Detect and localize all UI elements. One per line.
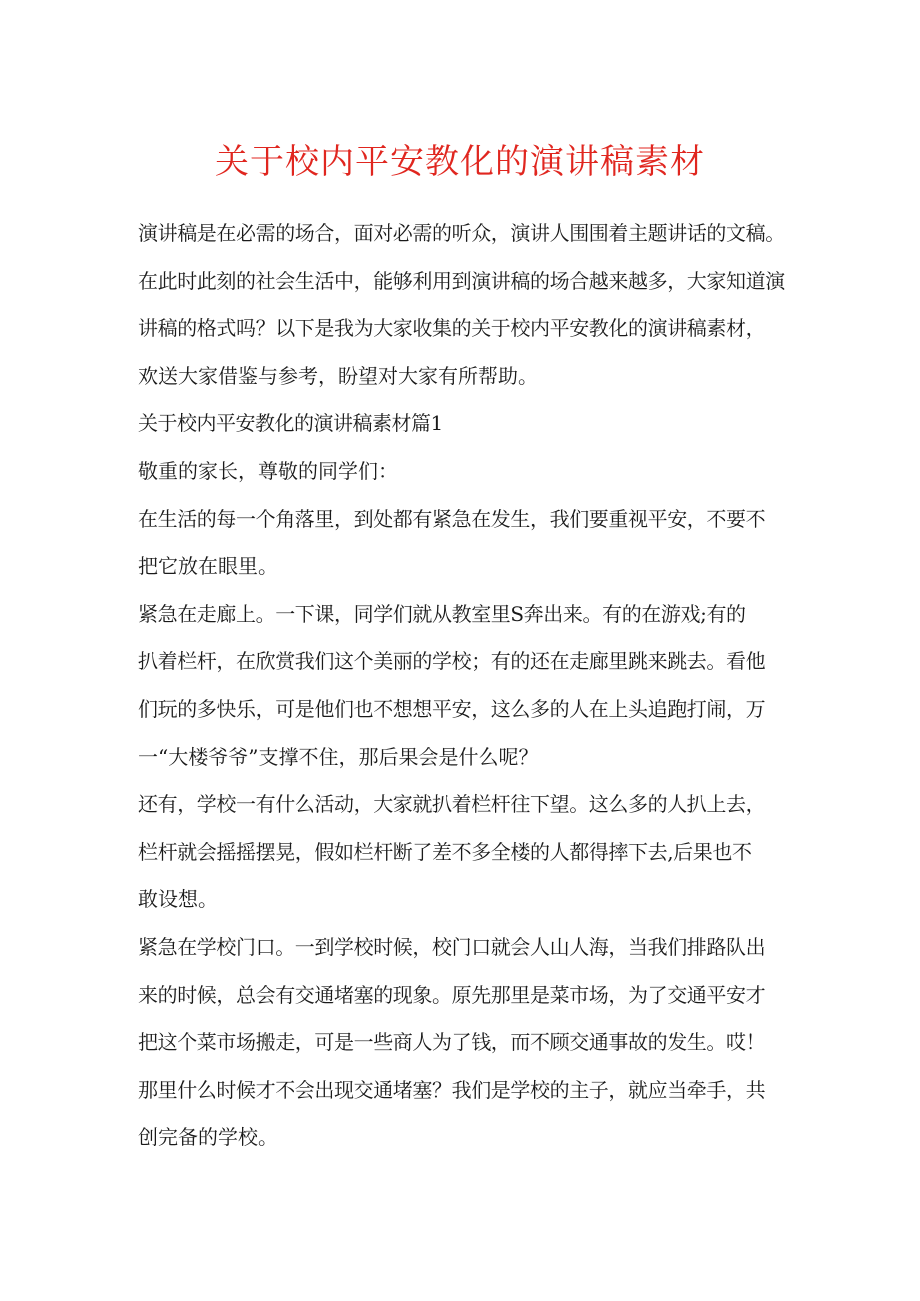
body-line: 还有，学校一有什么活动，大家就扒着栏杆往下望。这么多的人扒上去， [138, 792, 766, 817]
body-line: 在生活的每一个角落里，到处都有紧急在发生，我们要重视平安，不要不 [138, 506, 766, 531]
body-line: 讲稿的格式吗？以下是我为大家收集的关于校内平安教化的演讲稿素材， [138, 316, 766, 341]
body-line: 在此时此刻的社会生活中，能够利用到演讲稿的场合越来越多，大家知道演 [138, 268, 785, 293]
body-line: 扒着栏杆，在欣赏我们这个美丽的学校；有的还在走廊里跳来跳去。看他 [138, 649, 766, 674]
body-line: 欢送大家借鉴与参考，盼望对大家有所帮助。 [138, 363, 538, 388]
body-line: 敢设想。 [138, 887, 218, 912]
body-line: 把这个菜市场搬走，可是一些商人为了钱，而不顾交通事故的发生。哎！ [138, 1030, 766, 1055]
body-line: 演讲稿是在必需的场合，面对必需的听众，演讲人围围着主题讲话的文稿。 [138, 221, 785, 245]
body-line: 紧急在学校门口。一到学校时候，校门口就会人山人海，当我们排路队出 [138, 934, 766, 959]
body-line: 创完备的学校。 [138, 1125, 278, 1150]
body-line: 栏杆就会摇摇摆晃，假如栏杆断了差不多全楼的人都得摔下去,后果也不 [138, 839, 752, 864]
section-heading: 关于校内平安教化的演讲稿素材篇1 [138, 411, 443, 436]
body-line: 来的时候，总会有交通堵塞的现象。原先那里是菜市场，为了交通平安才 [138, 982, 766, 1007]
document-title: 关于校内平安教化的演讲稿素材 [215, 142, 705, 182]
body-line: 紧急在走廊上。一下课，同学们就从教室里S奔出来。有的在游戏;有的 [138, 601, 746, 626]
body-line: 那里什么时候才不会出现交通堵塞？我们是学校的主子，就应当牵手，共 [138, 1077, 766, 1102]
document-body [138, 210, 806, 1162]
body-line: 们玩的多快乐，可是他们也不想想平安，这么多的人在上头追跑打闹，万 [138, 696, 766, 721]
body-line: 一“大楼爷爷”支撑不住，那后果会是什么呢？ [138, 744, 539, 769]
body-line: 敬重的家长，尊敬的同学们： [138, 458, 398, 483]
body-line: 把它放在眼里。 [138, 554, 278, 579]
